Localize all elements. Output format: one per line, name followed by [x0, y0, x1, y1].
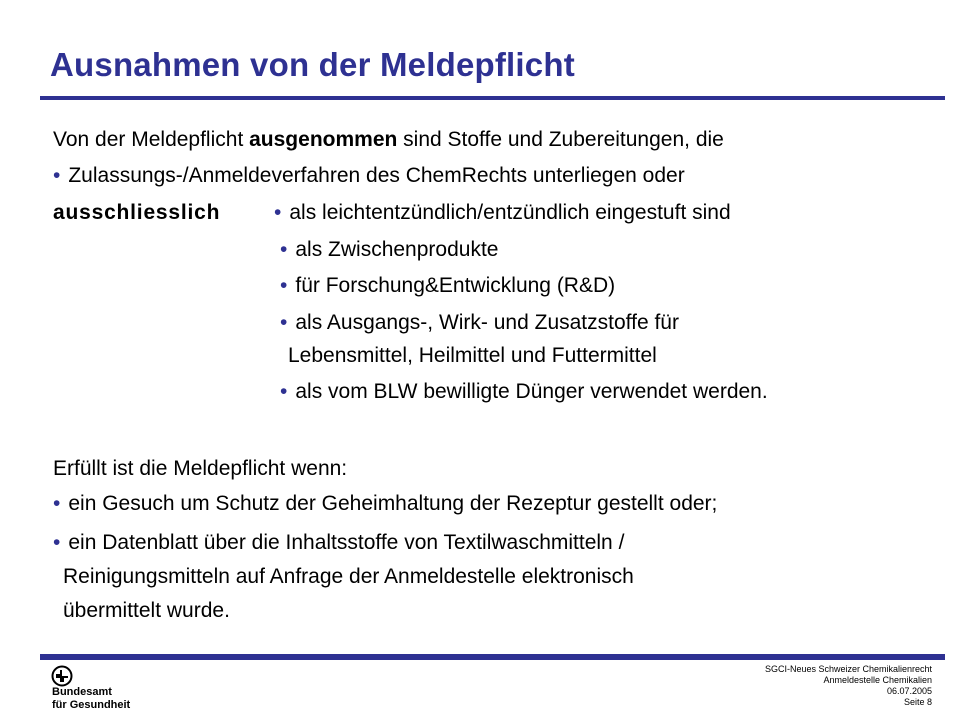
intro-suffix: sind Stoffe und Zubereitungen, die	[397, 128, 724, 151]
fulfilled-bullet-text: ein Datenblatt über die Inhaltsstoffe von Textilwaschmitteln /	[68, 531, 625, 554]
bullet-icon: •	[280, 274, 288, 297]
bullet-text: Zulassungs-/Anmeldeverfahren des ChemRechts unterliegen oder	[68, 164, 685, 187]
fulfilled-continuation: Reinigungsmitteln auf Anfrage der Anmeldestelle elektronisch	[63, 565, 634, 588]
fulfilled-continuation: übermittelt wurde.	[63, 599, 230, 622]
sub-bullet-item	[274, 200, 731, 226]
intro-prefix: Von der Meldepflicht	[53, 128, 250, 151]
intro-bold-word: ausgenommen	[249, 128, 398, 151]
bullet-icon: •	[53, 164, 61, 187]
logo-line-2: für Gesundheit	[52, 699, 131, 711]
sub-bullet-item	[280, 237, 498, 263]
footer-department: Anmeldestelle Chemikalien	[823, 675, 932, 685]
exclusive-label: ausschliesslich	[53, 201, 221, 224]
bullet-icon: •	[280, 238, 288, 261]
bullet-icon: •	[280, 380, 288, 403]
sub-bullet-item	[280, 379, 768, 405]
intro-text	[53, 127, 724, 153]
logo-text	[52, 686, 130, 712]
footer-presentation-title: SGCI-Neues Schweizer Chemikalienrecht	[764, 664, 932, 674]
bullet-icon: •	[53, 492, 61, 515]
sub-bullet-continuation: Lebensmittel, Heilmittel und Futtermittel	[288, 344, 657, 367]
bullet-icon: •	[280, 311, 288, 334]
sub-bullet-text: als Ausgangs-, Wirk- und Zusatzstoffe für	[295, 311, 679, 334]
sub-bullet-text: als Zwischenprodukte	[295, 238, 499, 261]
logo-line-1: Bundesamt	[52, 686, 112, 698]
fulfilled-heading: Erfüllt ist die Meldepflicht wenn:	[53, 457, 348, 480]
footer-divider	[40, 654, 945, 660]
fulfilled-bullet-item	[53, 491, 717, 517]
sub-bullet-item	[280, 273, 615, 299]
sub-bullet-text: als vom BLW bewilligte Dünger verwendet werden.	[295, 380, 768, 403]
title-divider	[40, 96, 945, 100]
bullet-item	[53, 163, 685, 189]
sub-bullet-text: für Forschung&Entwicklung (R&D)	[295, 274, 616, 297]
swiss-cross-icon	[50, 664, 74, 688]
footer-page-number: Seite 8	[903, 697, 932, 707]
bullet-icon: •	[274, 201, 282, 224]
fulfilled-bullet-item	[53, 530, 624, 556]
bullet-icon: •	[53, 531, 61, 554]
fulfilled-bullet-text: ein Gesuch um Schutz der Geheimhaltung der Rezeptur gestellt oder;	[68, 492, 718, 515]
footer-date: 06.07.2005	[886, 686, 932, 696]
sub-bullet-text: als leichtentzündlich/entzündlich eingestuft sind	[289, 201, 731, 224]
sub-bullet-item	[280, 310, 679, 336]
slide-title: Ausnahmen von der Meldepflicht	[50, 46, 575, 83]
footer-info	[765, 664, 932, 708]
